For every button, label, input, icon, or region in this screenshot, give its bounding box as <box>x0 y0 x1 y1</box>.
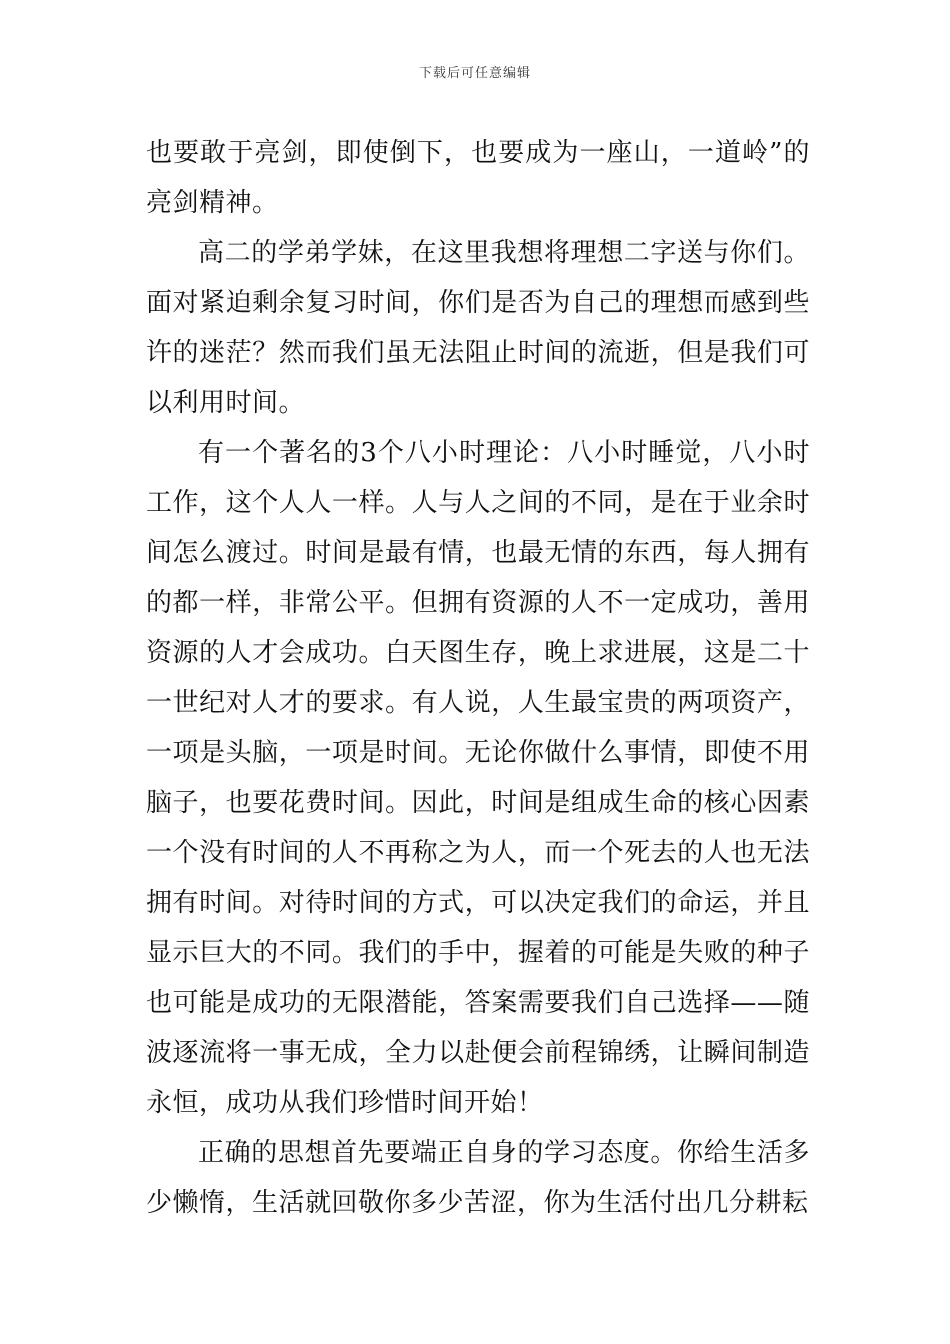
paragraph-3: 有一个著名的3个八小时理论：八小时睡觉，八小时工作，这个人人一样。人与人之间的不同，是在于业余时间怎么渡过。时间是最有情，也最无情的东西，每人拥有的都一样，非常公平。但拥有资源的人不一定成功，善用资源的人才会成功。白天图生存，晚上求进展，这是二十一世纪对人才的要求。有人说，人生最宝贵的两项资产，一项是头脑，一项是时间。无论你做什么事情，即使不用脑子，也要花费时间。因此，时间是组成生命的核心因素一个没有时间的人不再称之为人，而一个死去的人也无法拥有时间。对待时间的方式，可以决定我们的命运，并且显示巨大的不同。我们的手中，握着的可能是失败的种子也可能是成功的无限潜能，答案需要我们自己选择——随波逐流将一事无成，全力以赴便会前程锦绣，让瞬间制造永恒，成功从我们珍惜时间开始！ <box>146 438 810 1118</box>
paragraph-2: 高二的学弟学妹，在这里我想将理想二字送与你们。面对紧迫剩余复习时间，你们是否为自己的理想而感到些许的迷茫？然而我们虽无法阻止时间的流逝，但是我们可以利用时间。 <box>146 238 810 418</box>
paragraph-4: 正确的思想首先要端正自身的学习态度。你给生活多少懒惰，生活就回敬你多少苦涩，你为生活付出几分耕耘 <box>146 1138 810 1218</box>
paragraph-1: 也要敢于亮剑，即使倒下，也要成为一座山，一道岭”的亮剑精神。 <box>146 138 810 218</box>
page-header: 下载后可任意编辑 <box>418 66 531 81</box>
document-body <box>146 128 810 1228</box>
